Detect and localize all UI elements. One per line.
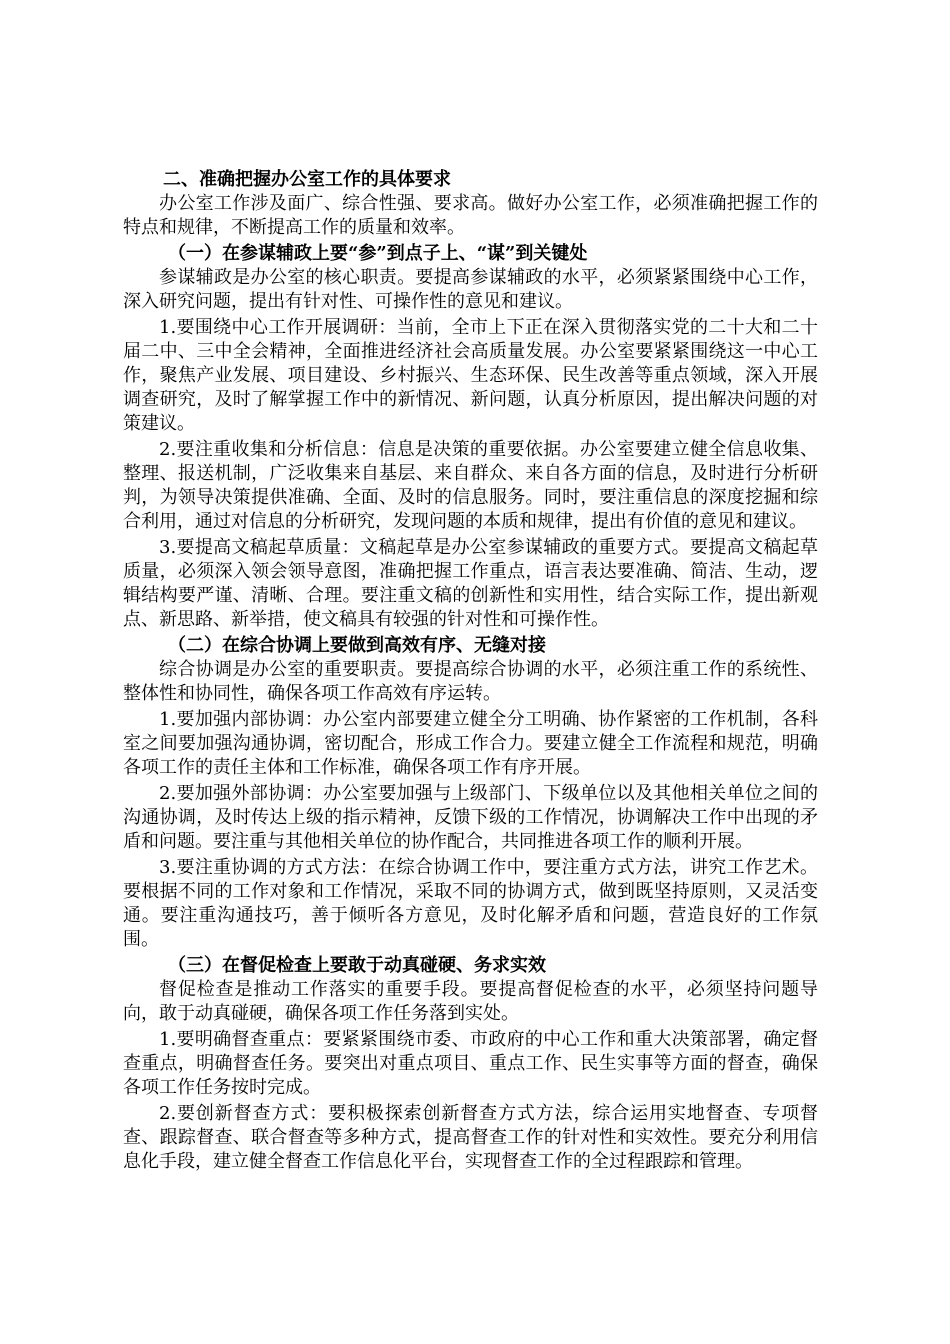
- list-item: 2.要创新督查方式：要积极探索创新督查方式方法，综合运用实地督查、专项督查、跟踪督查、联合督查等多种方式，提高督查工作的针对性和实效性。要充分利用信息化手段，建立健全督查工作信息化平台，实现督查工作的全过程跟踪和管理。: [123, 1103, 818, 1172]
- list-item: 1.要明确督查重点：要紧紧围绕市委、市政府的中心工作和重大决策部署，确定督查重点，明确督查任务。要突出对重点项目、重点工作、民生实事等方面的督查，确保各项工作任务按时完成。: [123, 1029, 818, 1098]
- subsection-lead-1: 参谋辅政是办公室的核心职责。要提高参谋辅政的水平，必须紧紧围绕中心工作，深入研究问题，提出有针对性、可操作性的意见和建议。: [123, 267, 818, 312]
- subsection-heading-2: （二）在综合协调上要做到高效有序、无缝对接: [168, 635, 546, 656]
- list-item: 3.要提高文稿起草质量：文稿起草是办公室参谋辅政的重要方式。要提高文稿起草质量，必须深入领会领导意图，准确把握工作重点，语言表达要准确、简洁、生动，逻辑结构要严谨、清晰、合理。要注重文稿的创新性和实用性，结合实际工作，提出新观点、新思路、新举措，使文稿具有较强的针对性和可操作性。: [123, 537, 818, 630]
- list-item: 1.要加强内部协调：办公室内部要建立健全分工明确、协作紧密的工作机制，各科室之间要加强沟通协调，密切配合，形成工作合力。要建立健全工作流程和规范，明确各项工作的责任主体和工作标准，确保各项工作有序开展。: [123, 709, 818, 778]
- subsection-lead-2: 综合协调是办公室的重要职责。要提高综合协调的水平，必须注重工作的系统性、整体性和协同性，确保各项工作高效有序运转。: [123, 659, 818, 704]
- section-title: 二、准确把握办公室工作的具体要求: [163, 169, 451, 190]
- document-body: [123, 168, 818, 1176]
- intro-paragraph: 办公室工作涉及面广、综合性强、要求高。做好办公室工作，必须准确把握工作的特点和规律，不断提高工作的质量和效率。: [123, 193, 818, 238]
- subsection-heading-3: （三）在督促检查上要敢于动真碰硬、务求实效: [168, 955, 546, 976]
- subsection-lead-3: 督促检查是推动工作落实的重要手段。要提高督促检查的水平，必须坚持问题导向，敢于动真碰硬，确保各项工作任务落到实处。: [123, 979, 818, 1024]
- list-item: 1.要围绕中心工作开展调研：当前，全市上下正在深入贯彻落实党的二十大和二十届二中、三中全会精神，全面推进经济社会高质量发展。办公室要紧紧围绕这一中心工作，聚焦产业发展、项目建设、乡村振兴、生态环保、民生改善等重点领域，深入开展调查研究，及时了解掌握工作中的新情况、新问题，认真分析原因，提出解决问题的对策建议。: [123, 317, 818, 434]
- subsection-heading-1: （一）在参谋辅政上要“参”到点子上、“谋”到关键处: [168, 243, 588, 264]
- list-item: 3.要注重协调的方式方法：在综合协调工作中，要注重方式方法，讲究工作艺术。要根据不同的工作对象和工作情况，采取不同的协调方式，做到既坚持原则，又灵活变通。要注重沟通技巧，善于倾听各方意见，及时化解矛盾和问题，营造良好的工作氛围。: [123, 857, 818, 950]
- list-item: 2.要加强外部协调：办公室要加强与上级部门、下级单位以及其他相关单位之间的沟通协调，及时传达上级的指示精神，反馈下级的工作情况，协调解决工作中出现的矛盾和问题。要注重与其他相关单位的协作配合，共同推进各项工作的顺利开展。: [123, 783, 818, 852]
- list-item: 2.要注重收集和分析信息：信息是决策的重要依据。办公室要建立健全信息收集、整理、报送机制，广泛收集来自基层、来自群众、来自各方面的信息，及时进行分析研判，为领导决策提供准确、全面、及时的信息服务。同时，要注重信息的深度挖掘和综合利用，通过对信息的分析研究，发现问题的本质和规律，提出有价值的意见和建议。: [123, 439, 818, 532]
